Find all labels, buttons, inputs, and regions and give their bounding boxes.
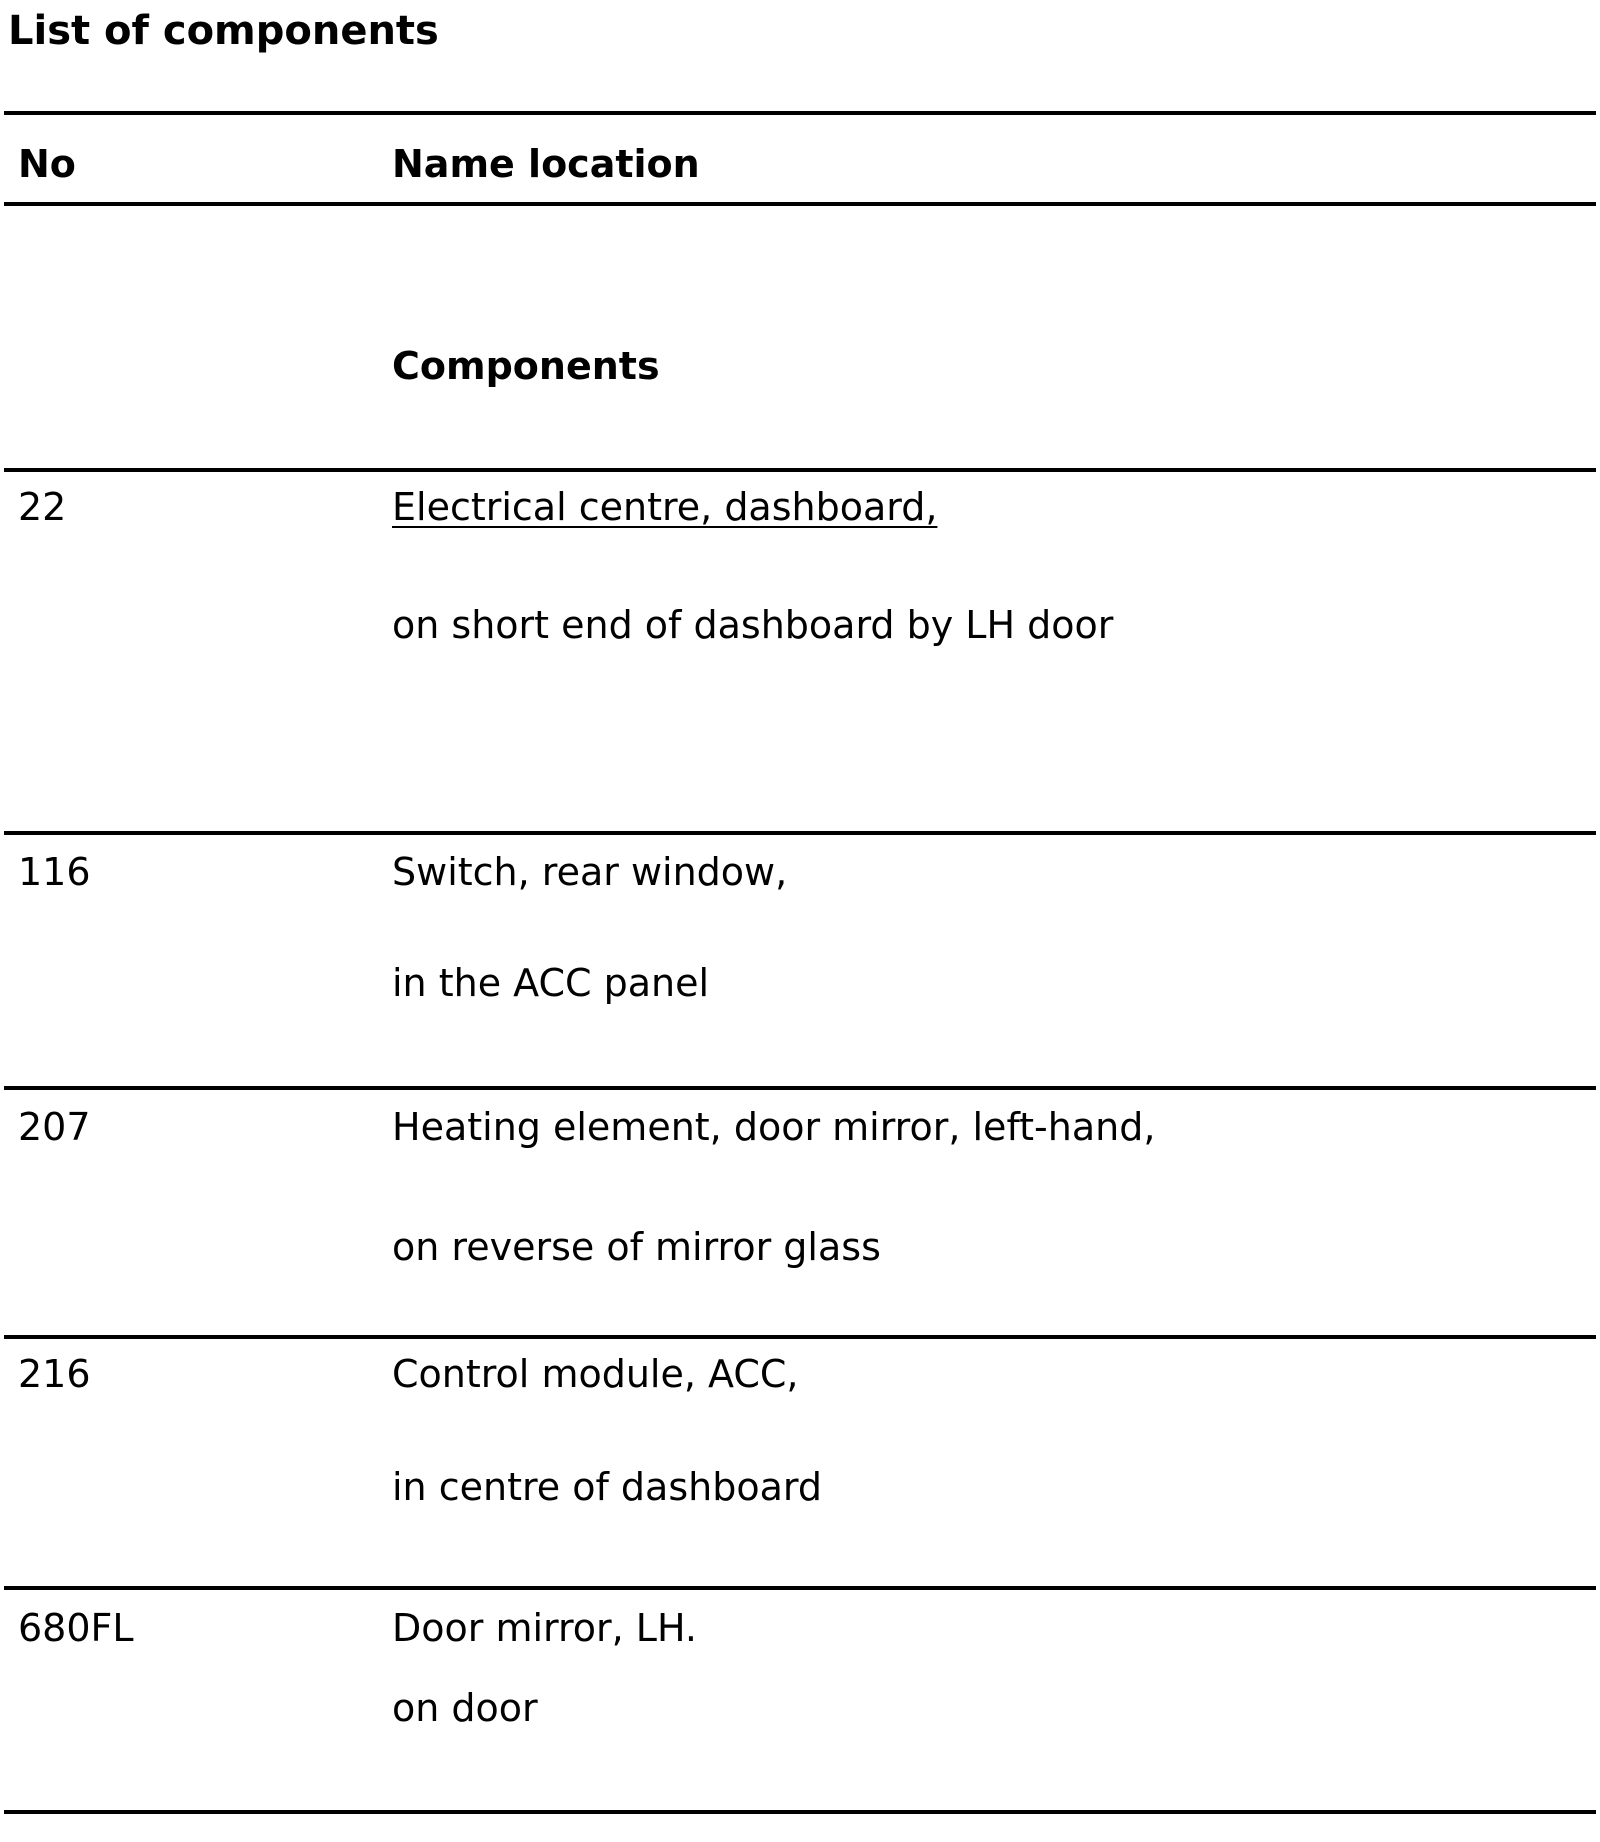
row-no: 207 bbox=[18, 1105, 91, 1149]
row-no: 116 bbox=[18, 850, 91, 894]
row-location: in the ACC panel bbox=[392, 961, 710, 1005]
header-name-location: Name location bbox=[392, 142, 700, 186]
row-rule bbox=[4, 1586, 1596, 1590]
row-name: Heating element, door mirror, left-hand, bbox=[392, 1105, 1156, 1149]
row-no: 680FL bbox=[18, 1606, 134, 1650]
header-bottom-rule bbox=[4, 202, 1596, 206]
row-rule bbox=[4, 468, 1596, 472]
row-name: Electrical centre, dashboard, bbox=[392, 485, 938, 529]
row-no: 22 bbox=[18, 485, 67, 529]
header-no: No bbox=[18, 142, 76, 186]
row-location: on reverse of mirror glass bbox=[392, 1225, 881, 1269]
document-title: List of components bbox=[8, 8, 439, 54]
row-rule bbox=[4, 1335, 1596, 1339]
row-no: 216 bbox=[18, 1352, 91, 1396]
row-location: on door bbox=[392, 1686, 538, 1730]
row-location: on short end of dashboard by LH door bbox=[392, 603, 1114, 647]
section-label-components: Components bbox=[392, 344, 660, 388]
row-name: Door mirror, LH. bbox=[392, 1606, 697, 1650]
row-rule bbox=[4, 1086, 1596, 1090]
row-name: Switch, rear window, bbox=[392, 850, 788, 894]
table-top-rule bbox=[4, 111, 1596, 115]
row-name: Control module, ACC, bbox=[392, 1352, 799, 1396]
row-location: in centre of dashboard bbox=[392, 1465, 822, 1509]
table-bottom-rule bbox=[4, 1810, 1596, 1814]
row-rule bbox=[4, 831, 1596, 835]
